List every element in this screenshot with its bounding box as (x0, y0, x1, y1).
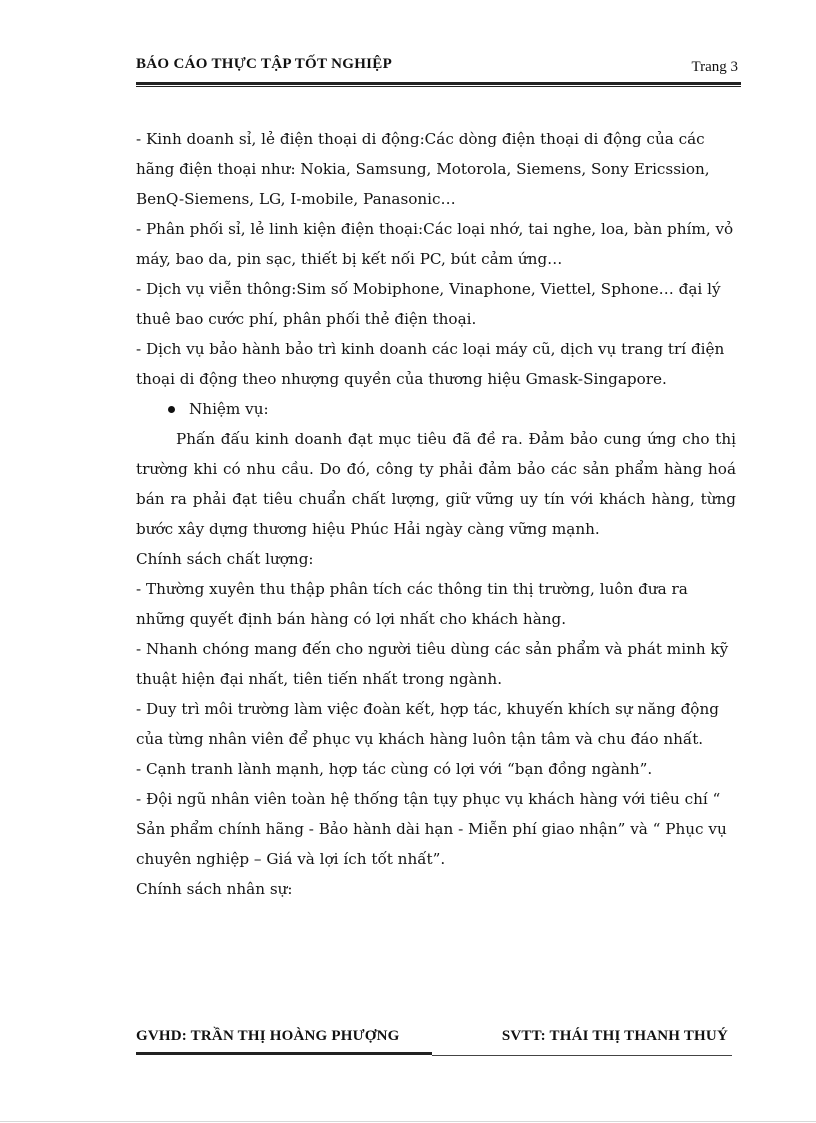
page-footer (136, 1028, 740, 1054)
paragraph-components: - Phân phối sỉ, lẻ linh kiện điện thoại:Các loại nhớ, tai nghe, loa, bàn phím, vỏ máy, bao da, pin sạc, thiết bị kết nối PC, bút cảm ứng… (136, 220, 734, 268)
paragraph-tasks: Phấn đấu kinh doanh đạt mục tiêu đã đề ra. Đảm bảo cung ứng cho thị trường khi có nhu cầu. Do đó, công ty phải đảm bảo các sản phẩm hàng hoá bán ra phải đạt tiêu chuẩn chất lượng, giữ vững uy tín với khách hàng, từng bước xây dựng thương hiệu Phúc Hải ngày càng vững mạnh. (136, 430, 736, 538)
page-edge (0, 1121, 816, 1122)
page-number: Trang 3 (691, 59, 738, 75)
bullet-item-tasks (168, 394, 736, 424)
paragraph-quality-5: - Đội ngũ nhân viên toàn hệ thống tận tụy phục vụ khách hàng với tiêu chí “ Sản phẩm chính hãng - Bảo hành dài hạn - Miễn phí giao nhận” và “ Phục vụ chuyên nghiệp – Giá và lợi ích tốt nhất”. (136, 790, 727, 868)
paragraph-quality-2: - Nhanh chóng mang đến cho người tiêu dùng các sản phẩm và phát minh kỹ thuật hiện đại nhất, tiên tiến nhất trong ngành. (136, 640, 729, 688)
paragraph-business-phones: - Kinh doanh sỉ, lẻ điện thoại di động:Các dòng điện thoại di động của các hãng điện thoại như: Nokia, Samsung, Motorola, Siemens, Sony Ericssion, BenQ-Siemens, LG, I-mobile, Panasonic… (136, 130, 710, 208)
footer-divider-thin (432, 1055, 732, 1056)
supervisor-name: GVHD: TRẦN THỊ HOÀNG PHƯỢNG (136, 1028, 400, 1044)
heading-quality-policy: Chính sách chất lượng: (136, 550, 314, 568)
heading-hr-policy: Chính sách nhân sự: (136, 880, 293, 898)
bullet-icon (168, 406, 175, 413)
paragraph-quality-3: - Duy trì môi trường làm việc đoàn kết, hợp tác, khuyến khích sự năng động của từng nhân viên để phục vụ khách hàng luôn tận tâm và chu đáo nhất. (136, 700, 719, 748)
paragraph-quality-1: - Thường xuyên thu thập phân tích các thông tin thị trường, luôn đưa ra những quyết định bán hàng có lợi nhất cho khách hàng. (136, 580, 688, 628)
paragraph-telecom: - Dịch vụ viễn thông:Sim số Mobiphone, Vinaphone, Viettel, Sphone… đại lý thuê bao cước phí, phân phối thẻ điện thoại. (136, 280, 721, 328)
student-name: SVTT: THÁI THỊ THANH THUÝ (501, 1028, 728, 1044)
footer-divider-thick (136, 1052, 432, 1055)
page-header (136, 56, 740, 84)
paragraph-quality-4: - Cạnh tranh lành mạnh, hợp tác cùng có lợi với “bạn đồng ngành”. (136, 760, 653, 778)
document-body (136, 124, 736, 904)
paragraph-warranty: - Dịch vụ bảo hành bảo trì kinh doanh các loại máy cũ, dịch vụ trang trí điện thoại di động theo nhượng quyền của thương hiệu Gmask-Singapore. (136, 340, 725, 388)
report-title: BÁO CÁO THỰC TẬP TỐT NGHIỆP (136, 56, 393, 72)
header-divider (136, 82, 741, 87)
bullet-label: Nhiệm vụ: (189, 400, 269, 418)
